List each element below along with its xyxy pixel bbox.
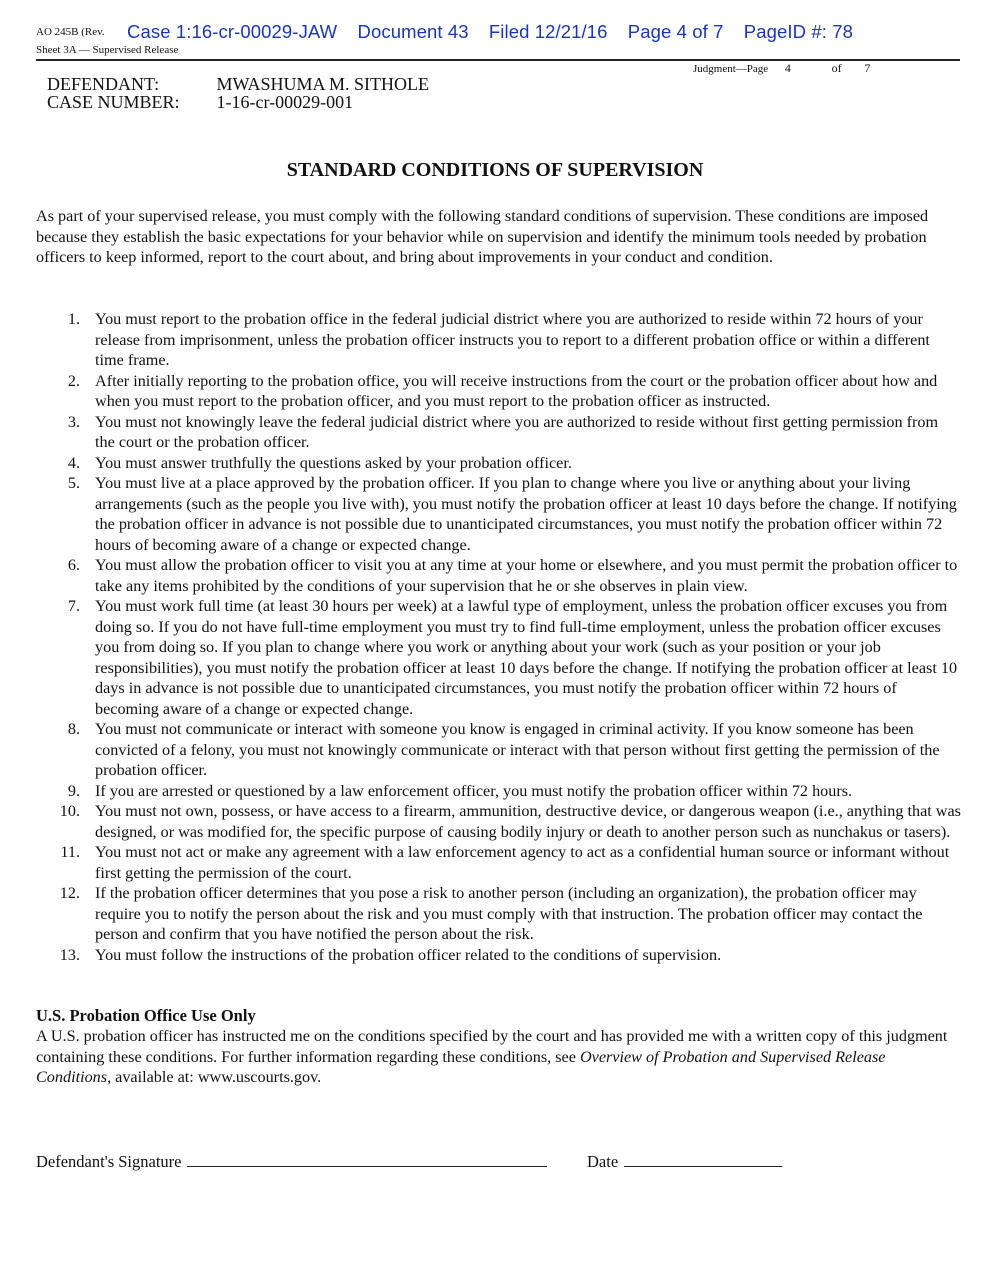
date-label: Date: [587, 1152, 619, 1171]
judgment-page-label: Judgment—Page: [693, 63, 769, 75]
probation-use-title: U.S. Probation Office Use Only: [36, 1006, 256, 1025]
condition-text: You must not communicate or interact with someone you know is engaged in criminal activity. If you know someone has been convicted of a felony, you must not knowingly communicate or interact with that person without first getting the permission of the probation officer.: [95, 720, 940, 779]
ecf-filed: Filed 12/21/16: [488, 21, 608, 42]
condition-text: You must follow the instructions of the probation officer related to the conditions of supervision.: [95, 945, 722, 964]
condition-item: [36, 473, 961, 555]
defendant-row: [47, 74, 429, 94]
case-number-label: CASE NUMBER:: [47, 92, 180, 112]
condition-text: You must live at a place approved by the probation officer. If you plan to change where you live or anything about your living arrangements (such as the people you live with), you must notify the probation officer at least 10 days before the change. If notifying the probation officer in advance is not possible due to unanticipated circumstances, you must notify the probation officer within 72 hours of becoming aware of a change or expected change.: [95, 474, 957, 554]
condition-text: You must answer truthfully the questions asked by your probation officer.: [95, 453, 572, 472]
condition-item: [36, 555, 961, 596]
condition-text: You must report to the probation office in the federal judicial district where you are authorized to reside within 72 hours of your release from imprisonment, unless the probation officer instructs you to report to a different probation office or within a different time frame.: [95, 310, 930, 369]
condition-text: You must not act or make any agreement with a law enforcement agency to act as a confidential human source or informant without first getting the permission of the court.: [95, 843, 950, 882]
condition-item: [36, 801, 961, 842]
ecf-document: Document 43: [357, 21, 469, 42]
defendant-signature-label: Defendant's Signature: [36, 1152, 182, 1171]
condition-number: 7.: [67, 597, 80, 615]
condition-item: [36, 309, 961, 371]
condition-number: 4.: [67, 453, 80, 472]
sheet-label: Sheet 3A — Supervised Release: [36, 44, 179, 56]
ecf-header-stamp: [127, 21, 868, 43]
condition-text: You must allow the probation officer to visit you at any time at your home or elsewhere, and you must permit the probation officer to take any items prohibited by the conditions of your supervision that he or she observes in plain view.: [95, 556, 958, 595]
total-pages: 7: [864, 61, 871, 75]
date-row: [587, 1150, 782, 1172]
condition-item: [36, 453, 961, 474]
condition-item: [36, 412, 961, 453]
condition-number: 1.: [67, 310, 80, 328]
probation-use-text: A U.S. probation officer has instructed me on the conditions specified by the court and has provided me with a written copy of this judgment containing these conditions. For further information regarding these conditions, see: [36, 1027, 948, 1066]
ecf-case: Case 1:16-cr-00029-JAW: [127, 21, 338, 42]
condition-item: [36, 883, 961, 945]
condition-number: 8.: [67, 720, 80, 738]
condition-number: 12.: [59, 884, 80, 902]
intro-paragraph: As part of your supervised release, you must comply with the following standard conditions of supervision. These conditions are imposed because they establish the basic expectations for your behavior while on supervision and identify the minimum tools needed by probation officers to keep informed, report to the court about, and bring about improvements in your conduct and condition.: [36, 207, 929, 267]
probation-use-text-end: , available at: www.uscourts.gov.: [107, 1068, 322, 1087]
page-title: STANDARD CONDITIONS OF SUPERVISION: [286, 159, 704, 181]
condition-number: 13.: [59, 945, 80, 964]
condition-number: 9.: [67, 781, 80, 800]
condition-item: [36, 842, 961, 883]
condition-item: [36, 596, 961, 719]
condition-number: 6.: [67, 556, 80, 574]
condition-number: 3.: [67, 412, 80, 431]
condition-item: [36, 719, 961, 781]
form-id: AO 245B (Rev.: [36, 26, 105, 38]
probation-use-body: [36, 1026, 956, 1088]
ecf-page-id: PageID #: 78: [743, 21, 853, 42]
condition-number: 2.: [67, 371, 80, 390]
ecf-page: Page 4 of 7: [627, 21, 724, 42]
condition-text: You must not knowingly leave the federal judicial district where you are authorized to reside without first getting permission from the court or the probation officer.: [95, 412, 939, 451]
page-number: 4: [784, 61, 791, 75]
condition-item: [36, 371, 961, 412]
date-line[interactable]: [624, 1150, 782, 1167]
condition-number: 11.: [60, 843, 80, 861]
defendant-signature-row: [36, 1150, 547, 1172]
condition-text: You must work full time (at least 30 hours per week) at a lawful type of employment, unless the probation officer excuses you from doing so. If you do not have full-time employment you must try to find full-time employment, unless the probation officer excuses you from doing so. If you plan to change where you work or anything about your work (such as your position or your job responsibilities), you must notify the probation officer at least 10 days before the change. If notifying the probation officer at least 10 days in advance is not possible due to unanticipated circumstances, you must notify the probation officer within 72 hours of becoming aware of a change or expected change.: [95, 597, 958, 718]
case-number-row: [47, 92, 353, 112]
condition-item: [36, 945, 961, 966]
defendant-name: MWASHUMA M. SITHOLE: [216, 74, 430, 94]
conditions-list: [36, 309, 961, 965]
judgment-page-indicator: [693, 61, 870, 76]
probation-use-publication: Overview of Probation and Supervised Release Conditions: [36, 1047, 886, 1087]
of-label: of: [831, 61, 842, 75]
condition-text: After initially reporting to the probation office, you will receive instructions from the court or the probation officer about how and when you must report to the probation officer, and you must report to the probation officer as instructed.: [95, 371, 938, 410]
condition-number: 10.: [59, 802, 80, 820]
condition-text: If you are arrested or questioned by a law enforcement officer, you must notify the probation officer within 72 hours.: [95, 781, 853, 800]
case-number-value: 1-16-cr-00029-001: [216, 92, 354, 112]
condition-text: If the probation officer determines that you pose a risk to another person (including an organization), the probation officer may require you to notify the person about the risk and you must comply with that instruction. The probation officer may contact the person and confirm that you have notified the person about the risk.: [95, 884, 923, 943]
condition-item: [36, 781, 961, 802]
defendant-label: DEFENDANT:: [47, 74, 160, 94]
condition-number: 5.: [67, 474, 80, 492]
condition-text: You must not own, possess, or have access to a firearm, ammunition, destructive device, or dangerous weapon (i.e., anything that was designed, or was modified for, the specific purpose of causing bodily injury or death to another person such as nunchakus or tasers).: [95, 802, 961, 841]
defendant-signature-line[interactable]: [187, 1150, 547, 1167]
